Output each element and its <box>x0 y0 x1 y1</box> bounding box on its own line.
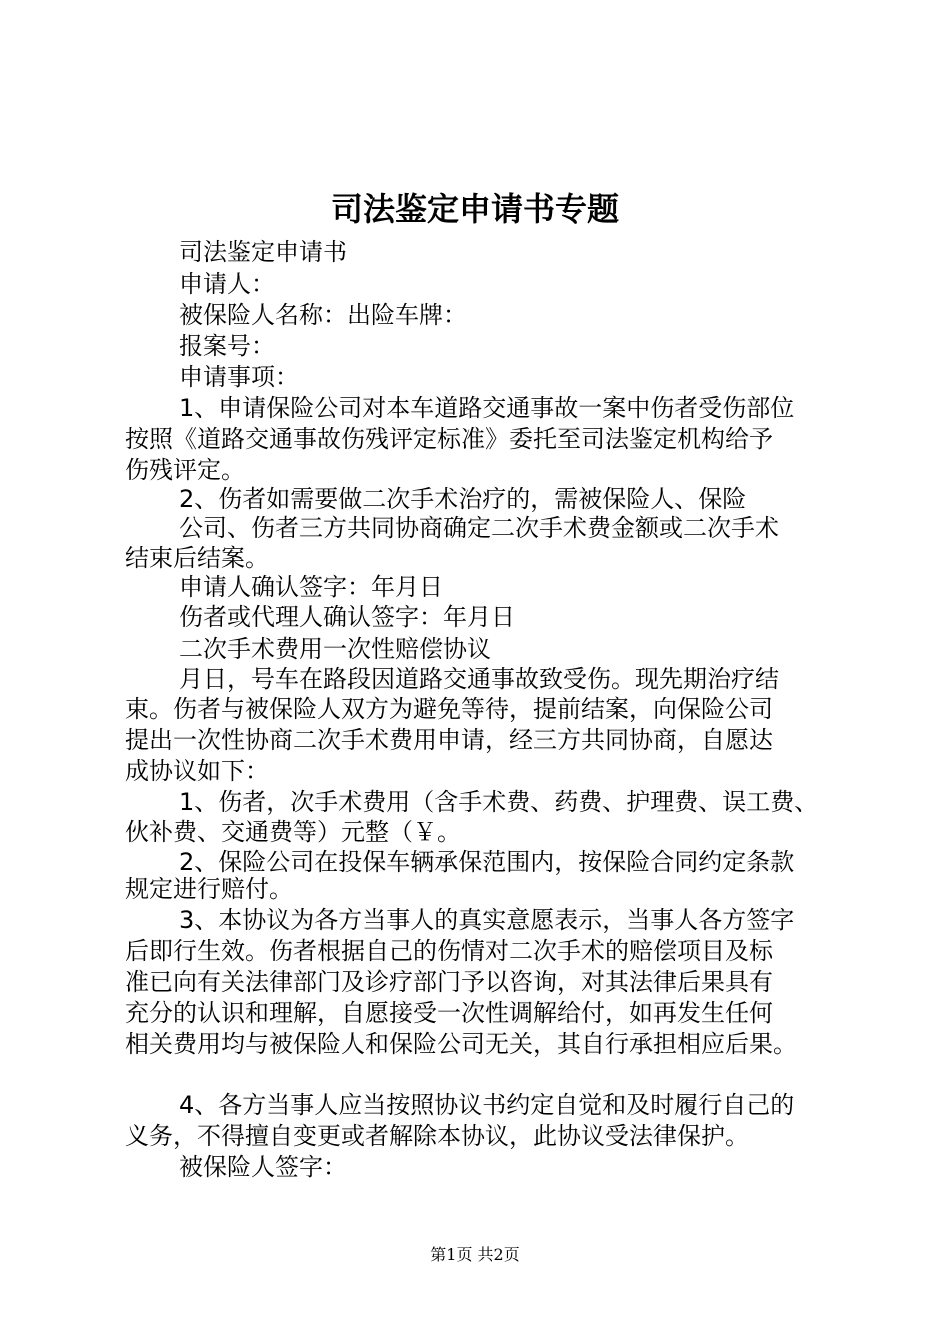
text-line: 4、各方当事人应当按照协议书约定自觉和及时履行自己的 <box>179 1091 795 1119</box>
text-line: 被保险人签字： <box>179 1153 347 1181</box>
text-line: 规定进行赔付。 <box>125 875 293 903</box>
text-line: 3、本协议为各方当事人的真实意愿表示，当事人各方签字 <box>179 906 795 934</box>
text-line: 后即行生效。伤者根据自己的伤情对二次手术的赔偿项目及标 <box>125 937 773 965</box>
text-line: 充分的认识和理解，自愿接受一次性调解给付，如再发生任何 <box>125 999 773 1027</box>
text-line: 束。伤者与被保险人双方为避免等待，提前结案，向保险公司 <box>125 695 773 723</box>
text-line: 相关费用均与被保险人和保险公司无关，其自行承担相应后果。 <box>125 1030 797 1058</box>
text-line: 义务，不得擅自变更或者解除本协议，此协议受法律保护。 <box>125 1122 749 1150</box>
text-line: 二次手术费用一次性赔偿协议 <box>179 635 491 663</box>
text-line: 报案号： <box>179 332 275 360</box>
text-line: 1、申请保险公司对本车道路交通事故一案中伤者受伤部位 <box>179 394 795 422</box>
text-line: 申请人： <box>179 270 275 298</box>
text-line: 月日，号车在路段因道路交通事故致受伤。现先期治疗结 <box>179 665 779 693</box>
text-line: 结束后结案。 <box>125 544 269 572</box>
text-line: 1、伤者，次手术费用（含手术费、药费、护理费、误工费、 <box>179 788 819 816</box>
text-line: 2、伤者如需要做二次手术治疗的，需被保险人、保险 <box>179 485 747 513</box>
text-line: 伤残评定。 <box>125 456 245 484</box>
text-line: 被保险人名称：出险车牌： <box>179 301 467 329</box>
text-line: 按照《道路交通事故伤残评定标准》委托至司法鉴定机构给予 <box>125 425 773 453</box>
text-line: 司法鉴定申请书 <box>179 238 347 266</box>
text-line: 申请人确认签字：年月日 <box>179 573 443 601</box>
text-line: 2、保险公司在投保车辆承保范围内，按保险合同约定条款 <box>179 848 795 876</box>
text-line: 申请事项： <box>179 363 299 391</box>
text-line: 提出一次性协商二次手术费用申请，经三方共同协商，自愿达 <box>125 726 773 754</box>
text-line: 成协议如下： <box>125 757 269 785</box>
text-line: 公司、伤者三方共同协商确定二次手术费金额或二次手术 <box>179 514 779 542</box>
text-line: 准已向有关法律部门及诊疗部门予以咨询，对其法律后果具有 <box>125 968 773 996</box>
document-title: 司法鉴定申请书专题 <box>330 190 619 228</box>
text-line: 伙补费、交通费等）元整（￥。 <box>125 818 461 846</box>
page-footer: 第1页 共2页 <box>430 1245 520 1264</box>
text-line: 伤者或代理人确认签字：年月日 <box>179 603 515 631</box>
